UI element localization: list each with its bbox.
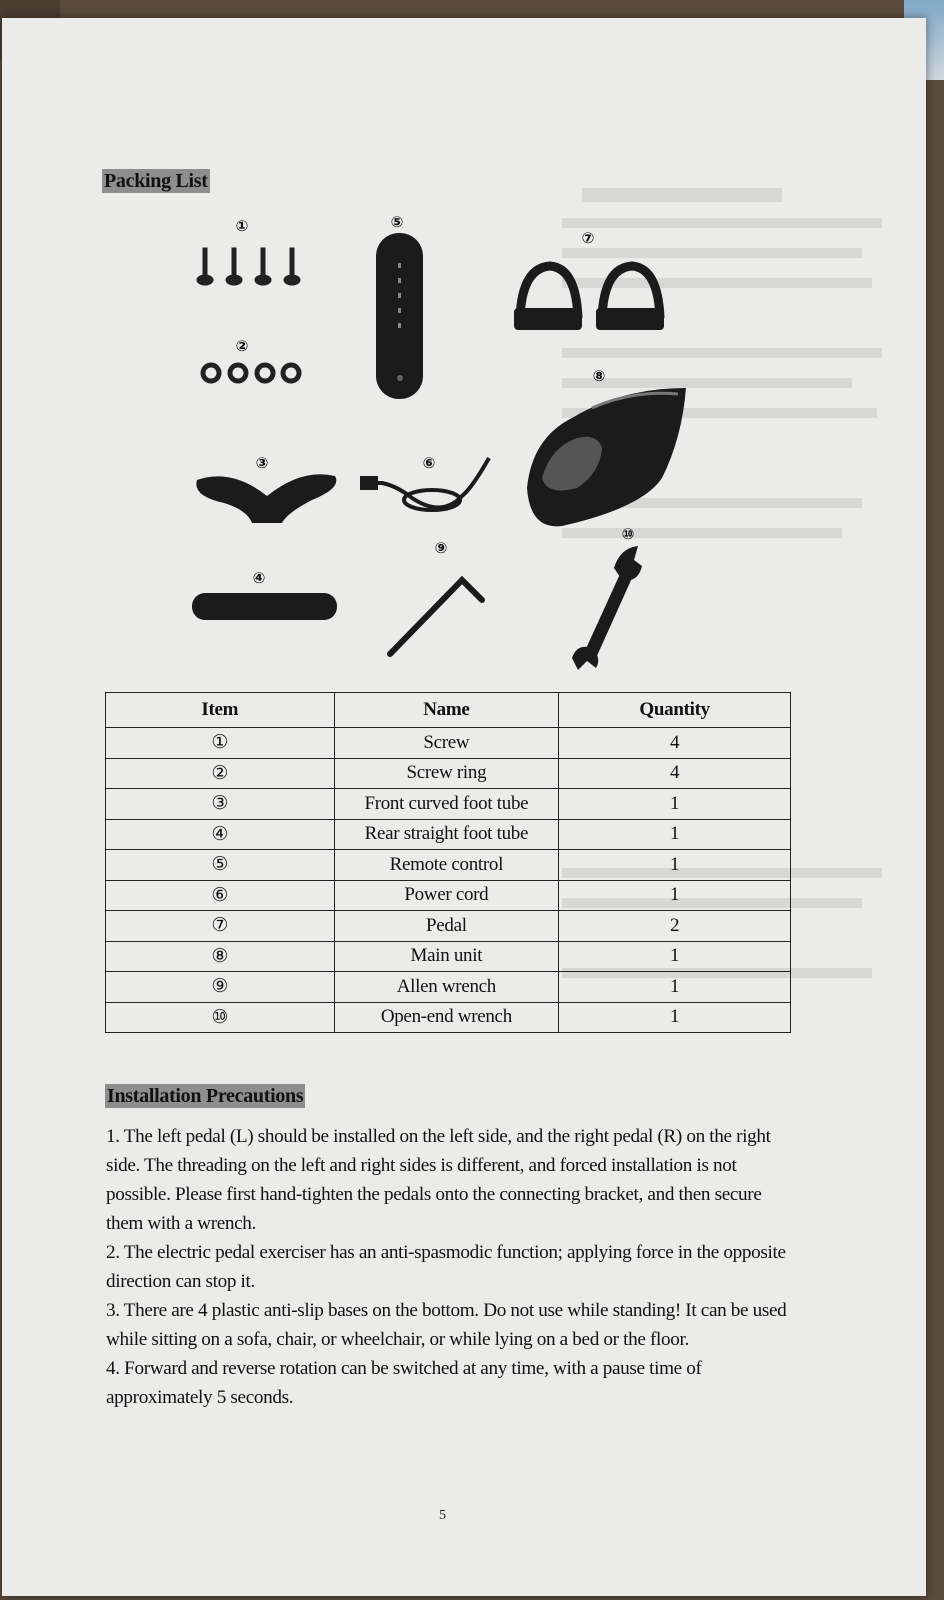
marker-4: ④ [252, 569, 266, 587]
marker-10: ⑩ [621, 525, 635, 543]
cell-item: ⑦ [106, 911, 335, 942]
header-quantity: Quantity [559, 693, 791, 728]
cell-name: Power cord [334, 880, 559, 911]
screw-ring-illustration [203, 365, 299, 381]
cell-name: Screw [334, 728, 559, 759]
cell-item: ⑩ [106, 1002, 335, 1033]
cell-item: ③ [106, 789, 335, 820]
precaution-item: 2. The electric pedal exerciser has an anti-spasmodic function; applying force in the opposite direction can stop it. [106, 1242, 786, 1292]
allen-wrench-illustration [390, 580, 482, 654]
table-row [106, 789, 791, 820]
page-number: 5 [439, 1508, 446, 1523]
cell-item: ⑨ [106, 972, 335, 1003]
open-end-wrench-illustration [572, 546, 642, 670]
cell-item: ④ [106, 819, 335, 850]
table-row [106, 850, 791, 881]
installation-precautions-list [106, 1122, 796, 1412]
precaution-item: 3. There are 4 plastic anti-slip bases on the bottom. Do not use while standing! It can be used while sitting on a sofa, chair, or wheelchair, or while lying on a bed or the floor. [106, 1300, 787, 1350]
marker-3: ③ [255, 454, 269, 472]
precaution-item: 4. Forward and reverse rotation can be switched at any time, with a pause time of approximately 5 seconds. [106, 1358, 702, 1408]
table-row [106, 972, 791, 1003]
packing-list-table-wrap [105, 692, 791, 1033]
header-name: Name [334, 693, 559, 728]
cell-name: Front curved foot tube [334, 789, 559, 820]
cell-name: Rear straight foot tube [334, 819, 559, 850]
cell-quantity: 1 [559, 941, 791, 972]
cell-name: Screw ring [334, 758, 559, 789]
table-row [106, 728, 791, 759]
cell-quantity: 1 [559, 789, 791, 820]
marker-1: ① [235, 217, 249, 235]
main-unit-illustration [527, 388, 686, 526]
cell-quantity: 1 [559, 819, 791, 850]
rear-foot-tube-illustration [192, 593, 337, 620]
marker-2: ② [235, 337, 249, 355]
packing-list-title: Packing List [104, 170, 208, 192]
table-row [106, 758, 791, 789]
cell-quantity: 1 [559, 1002, 791, 1033]
cell-quantity: 1 [559, 972, 791, 1003]
cell-quantity: 1 [559, 850, 791, 881]
cell-item: ⑧ [106, 941, 335, 972]
installation-precautions-title: Installation Precautions [107, 1085, 304, 1107]
marker-7: ⑦ [581, 229, 595, 247]
table-row [106, 819, 791, 850]
cell-quantity: 1 [559, 880, 791, 911]
packing-list-figure [2, 18, 926, 718]
cell-name: Allen wrench [334, 972, 559, 1003]
cell-item: ① [106, 728, 335, 759]
table-row [106, 941, 791, 972]
packing-list-table [105, 692, 791, 1033]
marker-9: ⑨ [434, 539, 448, 557]
table-row [106, 1002, 791, 1033]
cell-name: Main unit [334, 941, 559, 972]
remote-control-illustration [376, 233, 423, 399]
cell-quantity: 4 [559, 758, 791, 789]
screw-illustration [197, 248, 300, 285]
table-row [106, 880, 791, 911]
marker-6: ⑥ [422, 454, 436, 472]
precaution-item: 1. The left pedal (L) should be installed on the left side, and the right pedal (R) on the right side. The threading on the left and right sides is different, and forced installation is not possible. Please first hand-tighten the pedals onto the connecting bracket, and then secure them with a wrench. [106, 1126, 771, 1234]
table-header-row [106, 693, 791, 728]
cell-name: Remote control [334, 850, 559, 881]
cell-item: ⑥ [106, 880, 335, 911]
cell-name: Pedal [334, 911, 559, 942]
cell-item: ② [106, 758, 335, 789]
marker-8: ⑧ [592, 367, 606, 385]
marker-5: ⑤ [390, 213, 404, 231]
cell-quantity: 4 [559, 728, 791, 759]
cell-quantity: 2 [559, 911, 791, 942]
front-foot-tube-illustration [196, 474, 336, 523]
manual-page [2, 18, 926, 1596]
header-item: Item [106, 693, 335, 728]
table-row [106, 911, 791, 942]
cell-name: Open-end wrench [334, 1002, 559, 1033]
cell-item: ⑤ [106, 850, 335, 881]
